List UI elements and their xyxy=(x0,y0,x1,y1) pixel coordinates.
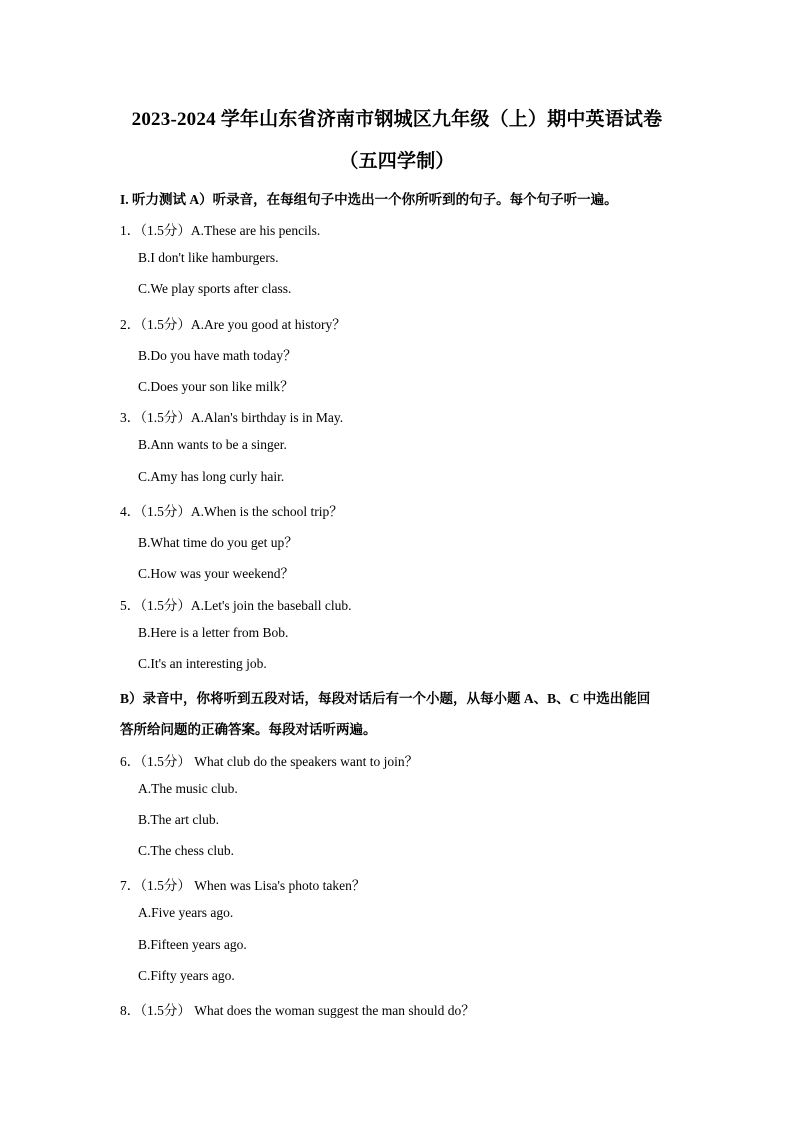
question-option: C.Fifty years ago. xyxy=(138,968,235,983)
question-option: C.How was your weekend？ xyxy=(138,566,294,581)
question-option: B.Here is a letter from Bob. xyxy=(138,625,289,640)
question-option: B.The art club. xyxy=(138,812,219,827)
question-stem: 7．（1.5分） When was Lisa's photo taken？ xyxy=(120,878,366,893)
question-stem: 3．（1.5分）A.Alan's birthday is in May. xyxy=(120,410,344,425)
question-stem: 2．（1.5分）A.Are you good at history？ xyxy=(120,317,346,332)
question-option: C.The chess club. xyxy=(138,843,234,858)
exam-title: 2023-2024 学年山东省济南市钢城区九年级（上）期中英语试卷 xyxy=(131,109,663,130)
question-stem: 4．（1.5分）A.When is the school trip？ xyxy=(120,504,343,519)
question-option: A.The music club. xyxy=(138,781,238,796)
question-option: C.Amy has long curly hair. xyxy=(138,469,285,484)
question-stem: 1．（1.5分）A.These are his pencils. xyxy=(120,223,321,238)
question-option: B.Do you have math today？ xyxy=(138,348,297,363)
question-stem: 5．（1.5分）A.Let's join the baseball club. xyxy=(120,598,352,613)
section-heading-b: B）录音中，你将听到五段对话，每段对话后有一个小题，从每小题 A、B、C 中选出能回 xyxy=(120,691,651,706)
exam-subtitle: （五四学制） xyxy=(339,151,455,172)
question-option: B.What time do you get up？ xyxy=(138,535,298,550)
question-option: C.Does your son like milk？ xyxy=(138,379,294,394)
section-heading-b-cont: 答所给问题的正确答案。每段对话听两遍。 xyxy=(120,722,377,737)
question-option: C.It's an interesting job. xyxy=(138,656,267,671)
question-option: C.We play sports after class. xyxy=(138,281,292,296)
section-heading-a: I. 听力测试 A）听录音，在每组句子中选出一个你所听到的句子。每个句子听一遍。 xyxy=(120,192,618,207)
question-option: B.Fifteen years ago. xyxy=(138,937,247,952)
question-stem: 6．（1.5分） What club do the speakers want to join？ xyxy=(120,754,419,769)
question-option: A.Five years ago. xyxy=(138,905,234,920)
question-option: B.Ann wants to be a singer. xyxy=(138,437,287,452)
question-option: B.I don't like hamburgers. xyxy=(138,250,279,265)
question-stem: 8．（1.5分） What does the woman suggest the man should do？ xyxy=(120,1003,475,1018)
